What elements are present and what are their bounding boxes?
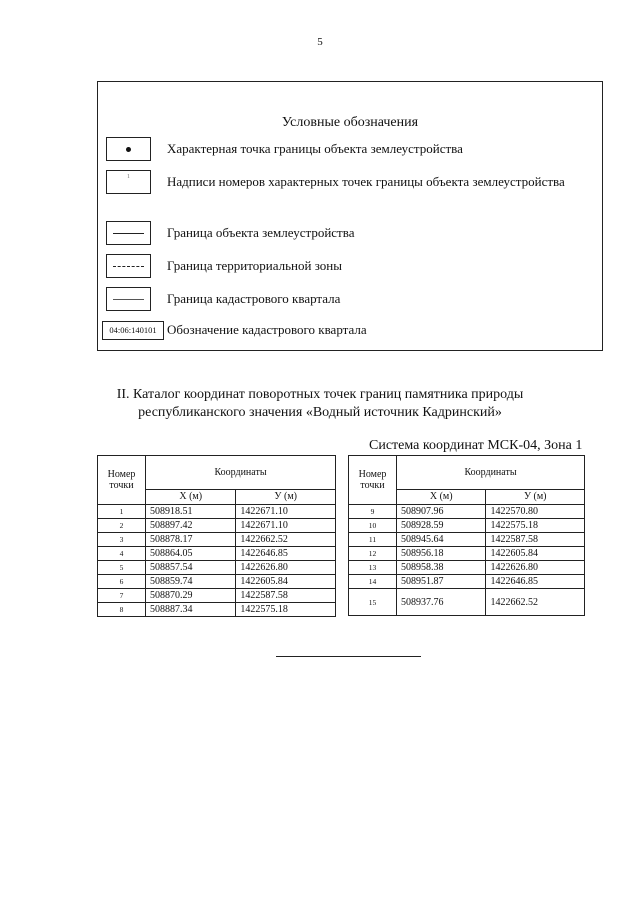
- coordinate-system-caption: Система координат МСК-04, Зона 1: [369, 438, 583, 453]
- object-boundary-symbol: [106, 221, 151, 245]
- header-coordinates: Координаты: [397, 456, 585, 490]
- y-coordinate-cell: 1422671.10: [236, 505, 336, 519]
- y-coordinate-cell: 1422575.18: [236, 603, 336, 617]
- legend-label: Обозначение кадастрового квартала: [167, 322, 367, 337]
- point-number-cell: 4: [98, 547, 146, 561]
- table-row: [98, 519, 336, 533]
- table-row: [349, 505, 585, 519]
- table-row: [349, 561, 585, 575]
- zone-boundary-symbol: [106, 254, 151, 278]
- y-coordinate-cell: 1422605.84: [486, 547, 585, 561]
- x-coordinate-cell: 508887.34: [146, 603, 236, 617]
- table-row: [98, 589, 336, 603]
- x-coordinate-cell: 508951.87: [397, 575, 486, 589]
- table-row: [349, 547, 585, 561]
- legend-item-object-boundary: [106, 221, 594, 251]
- legend-item-point: [106, 137, 594, 167]
- x-coordinate-cell: 508870.29: [146, 589, 236, 603]
- y-coordinate-cell: 1422646.85: [486, 575, 585, 589]
- point-number-cell: 13: [349, 561, 397, 575]
- x-coordinate-cell: 508937.76: [397, 589, 486, 616]
- table-row: [98, 575, 336, 589]
- y-coordinate-cell: 1422646.85: [236, 547, 336, 561]
- table-row: [98, 561, 336, 575]
- point-dot-icon: [126, 147, 131, 152]
- divider-line: [276, 656, 421, 657]
- header-x: X (м): [146, 489, 236, 504]
- y-coordinate-cell: 1422662.52: [486, 589, 585, 616]
- table-row: [98, 533, 336, 547]
- coordinates-table-right: [348, 455, 585, 616]
- coordinates-table-left: [97, 455, 336, 617]
- section-title-line: II. Каталог координат поворотных точек границ памятника природы: [116, 387, 524, 402]
- section-title-line: республиканского значения «Водный источник Кадринский»: [138, 405, 502, 420]
- x-coordinate-cell: 508878.17: [146, 533, 236, 547]
- number-label-sample: 1: [127, 174, 130, 180]
- page-number: 5: [317, 36, 323, 48]
- x-coordinate-cell: 508958.38: [397, 561, 486, 575]
- legend-label: Характерная точка границы объекта землеустройства: [167, 141, 463, 156]
- legend-label: Граница территориальной зоны: [167, 258, 342, 273]
- legend-item-quarter-boundary: [106, 287, 594, 317]
- point-number-cell: 12: [349, 547, 397, 561]
- y-coordinate-cell: 1422575.18: [486, 519, 585, 533]
- y-coordinate-cell: 1422605.84: [236, 575, 336, 589]
- table-row: [349, 519, 585, 533]
- legend-title: Условные обозначения: [281, 115, 419, 130]
- x-coordinate-cell: 508945.64: [397, 533, 486, 547]
- legend-item-number-label: [106, 170, 594, 214]
- y-coordinate-cell: 1422587.58: [236, 589, 336, 603]
- point-number-cell: 15: [349, 589, 397, 616]
- point-number-cell: 8: [98, 603, 146, 617]
- table-row: [98, 603, 336, 617]
- y-coordinate-cell: 1422570.80: [486, 505, 585, 519]
- x-coordinate-cell: 508956.18: [397, 547, 486, 561]
- point-number-cell: 3: [98, 533, 146, 547]
- y-coordinate-cell: 1422626.80: [486, 561, 585, 575]
- thin-line-icon: [113, 299, 144, 300]
- header-coordinates: Координаты: [146, 456, 336, 490]
- table-row: [98, 505, 336, 519]
- point-number-cell: 2: [98, 519, 146, 533]
- point-number-cell: 7: [98, 589, 146, 603]
- legend-item-zone-boundary: [106, 254, 594, 284]
- table-row: [98, 547, 336, 561]
- point-number-cell: 5: [98, 561, 146, 575]
- dashed-line-icon: [113, 266, 144, 267]
- point-number-cell: 9: [349, 505, 397, 519]
- header-point-number: Номер точки: [349, 456, 397, 505]
- x-coordinate-cell: 508897.42: [146, 519, 236, 533]
- legend-label: Граница объекта землеустройства: [167, 225, 355, 240]
- x-coordinate-cell: 508907.96: [397, 505, 486, 519]
- point-number-cell: 10: [349, 519, 397, 533]
- point-number-cell: 11: [349, 533, 397, 547]
- point-number-cell: 14: [349, 575, 397, 589]
- header-x: X (м): [397, 489, 486, 504]
- header-y: У (м): [486, 489, 585, 504]
- legend-label: Надписи номеров характерных точек границы объекта землеустройства: [167, 174, 565, 189]
- legend-label: Граница кадастрового квартала: [167, 291, 341, 306]
- header-y: У (м): [236, 489, 336, 504]
- legend-item-quarter-label: [106, 318, 594, 348]
- number-label-symbol: [106, 170, 151, 194]
- table-row: [349, 589, 585, 616]
- quarter-label-sample: 04:06:140101: [109, 325, 157, 335]
- y-coordinate-cell: 1422662.52: [236, 533, 336, 547]
- quarter-boundary-symbol: [106, 287, 151, 311]
- header-point-number: Номер точки: [98, 456, 146, 505]
- point-number-cell: 6: [98, 575, 146, 589]
- point-number-cell: 1: [98, 505, 146, 519]
- point-symbol: [106, 137, 151, 161]
- x-coordinate-cell: 508928.59: [397, 519, 486, 533]
- solid-line-icon: [113, 233, 144, 234]
- quarter-label-symbol: [102, 321, 164, 340]
- x-coordinate-cell: 508857.54: [146, 561, 236, 575]
- y-coordinate-cell: 1422587.58: [486, 533, 585, 547]
- y-coordinate-cell: 1422671.10: [236, 519, 336, 533]
- y-coordinate-cell: 1422626.80: [236, 561, 336, 575]
- legend-box: [97, 81, 603, 351]
- x-coordinate-cell: 508859.74: [146, 575, 236, 589]
- section-title: [0, 386, 640, 422]
- table-row: [349, 575, 585, 589]
- x-coordinate-cell: 508864.05: [146, 547, 236, 561]
- table-row: [349, 533, 585, 547]
- x-coordinate-cell: 508918.51: [146, 505, 236, 519]
